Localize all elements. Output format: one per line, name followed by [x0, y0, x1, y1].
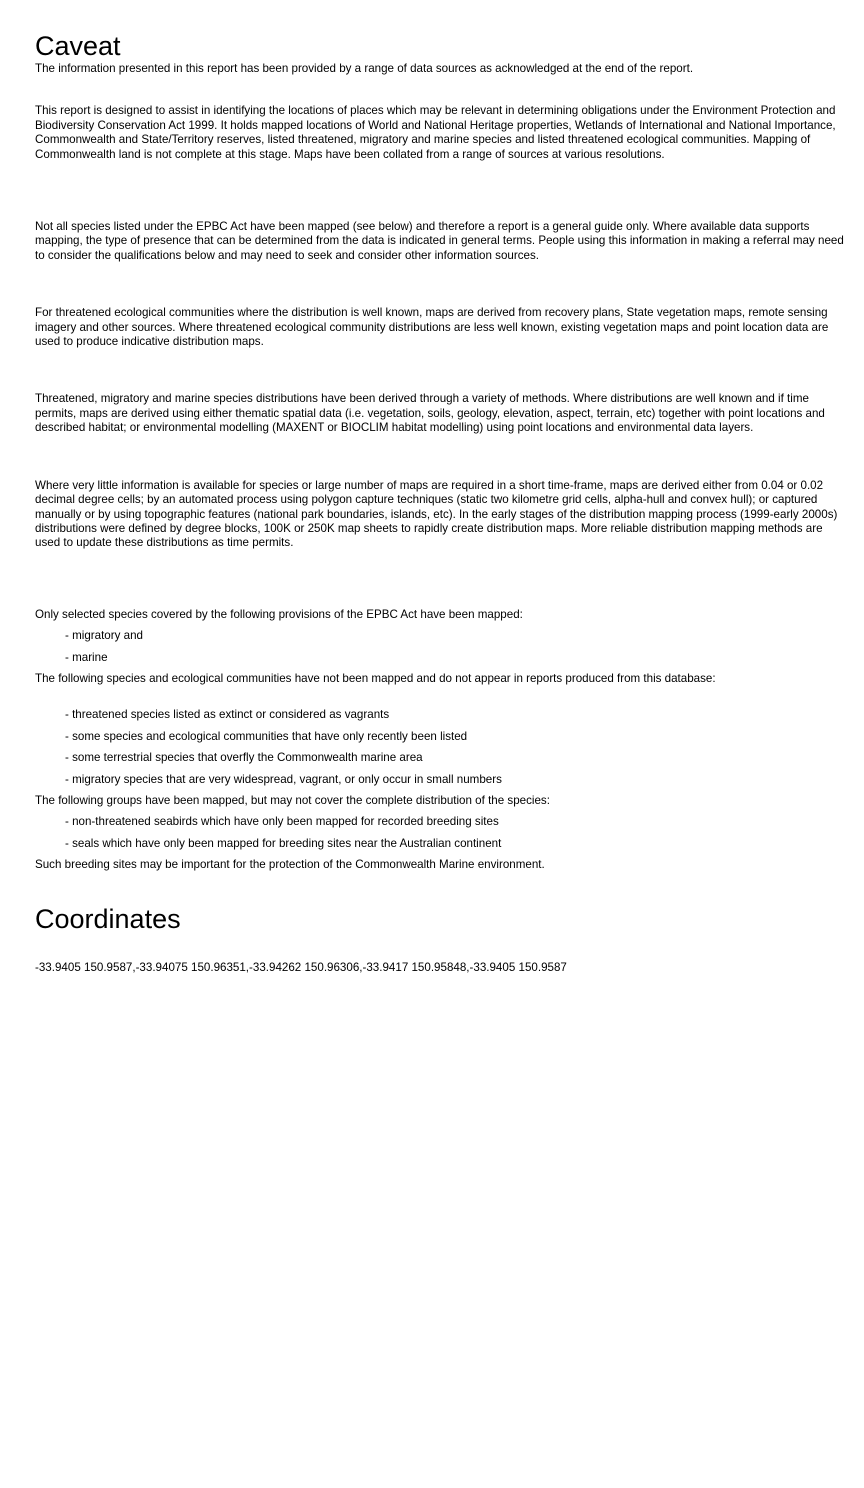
- list-item: - seals which have only been mapped for breeding sites near the Australian continent: [65, 836, 502, 850]
- limited-information-paragraph: Where very little information is available for species or large number of maps are required in a short time-frame, maps are derived either from 0.04 or 0.02 decimal degree cells; by an automated process using polygon capture techniques (static two kilometre grid cells, alpha-hull and convex hull); or captured manually or by using topographic features (national park boundaries, islands, etc). In the early stages of the distribution mapping process (1999-early 2000s) distributions were defined by degree blocks, 100K or 250K map sheets to rapidly create distribution maps. More reliable distribution mapping methods are used to update these distributions as time permits.: [35, 478, 838, 550]
- list-item: - non-threatened seabirds which have only been mapped for recorded breeding sites: [65, 815, 499, 829]
- list-item: - some terrestrial species that overfly the Commonwealth marine area: [65, 751, 423, 765]
- caveat-heading: Caveat: [35, 31, 121, 61]
- threatened-communities-paragraph: For threatened ecological communities where the distribution is well known, maps are derived from recovery plans, State vegetation maps, remote sensing imagery and other sources. Where threatened ecological community distributions are less well known, existing vegetation maps and point location data are used to produce indicative distribution maps.: [35, 306, 829, 349]
- list-item: - marine: [65, 650, 108, 664]
- list-item: - migratory species that are very widespread, vagrant, or only occur in small numbers: [65, 772, 502, 786]
- not-mapped-intro: The following species and ecological communities have not been mapped and do not appear in reports produced from this database:: [35, 671, 716, 685]
- partial-mapping-intro: The following groups have been mapped, but may not cover the complete distribution of the species:: [35, 793, 550, 807]
- not-mapped-list: [35, 708, 847, 872]
- caveat-intro-paragraph: The information presented in this report has been provided by a range of data sources as acknowledged at the end of the report.: [35, 62, 694, 75]
- species-mapping-paragraph: Not all species listed under the EPBC Act have been mapped (see below) and therefore a report is a general guide only. Where available data supports mapping, the type of presence that can be determined from the data is indicated in general terms. People using this information in making a referral may need to consider the qualifications below and may need to seek and consider other information sources.: [35, 220, 844, 262]
- mapped-provisions-list: [35, 629, 847, 686]
- coordinates-value: -33.9405 150.9587,-33.94075 150.96351,-33.94262 150.96306,-33.9417 150.95848,-33.9405 150.9587: [35, 960, 567, 974]
- list-item: - threatened species listed as extinct or considered as vagrants: [65, 708, 390, 722]
- species-distribution-methods-paragraph: Threatened, migratory and marine species distributions have been derived through a variety of methods. Where distributions are well known and if time permits, maps are derived using either thematic spatial data (i.e. vegetation, soils, geology, elevation, aspect, terrain, etc) together with point locations and described habitat; or environmental modelling (MAXENT or BIOCLIM habitat modelling) using point locations and environmental data layers.: [35, 392, 825, 435]
- report-page: [35, 30, 847, 975]
- spacer: [35, 686, 847, 708]
- list-item: - migratory and: [65, 629, 143, 643]
- report-design-paragraph: This report is designed to assist in identifying the locations of places which may be relevant in determining obligations under the Environment Protection and Biodiversity Conservation Act 1999. It holds mapped locations of World and National Heritage properties, Wetlands of International and National Importance, Commonwealth and State/Territory reserves, listed threatened, migratory and marine species and listed threatened ecological communities. Mapping of Commonwealth land is not complete at this stage. Maps have been collated from a range of sources at various resolutions.: [35, 104, 836, 161]
- breeding-sites-note: Such breeding sites may be important for the protection of the Commonwealth Marine environment.: [35, 858, 545, 872]
- coordinates-heading: Coordinates: [35, 903, 181, 934]
- selected-species-paragraph: Only selected species covered by the following provisions of the EPBC Act have been mapped:: [35, 607, 523, 621]
- list-item: - some species and ecological communities that have only recently been listed: [65, 729, 468, 743]
